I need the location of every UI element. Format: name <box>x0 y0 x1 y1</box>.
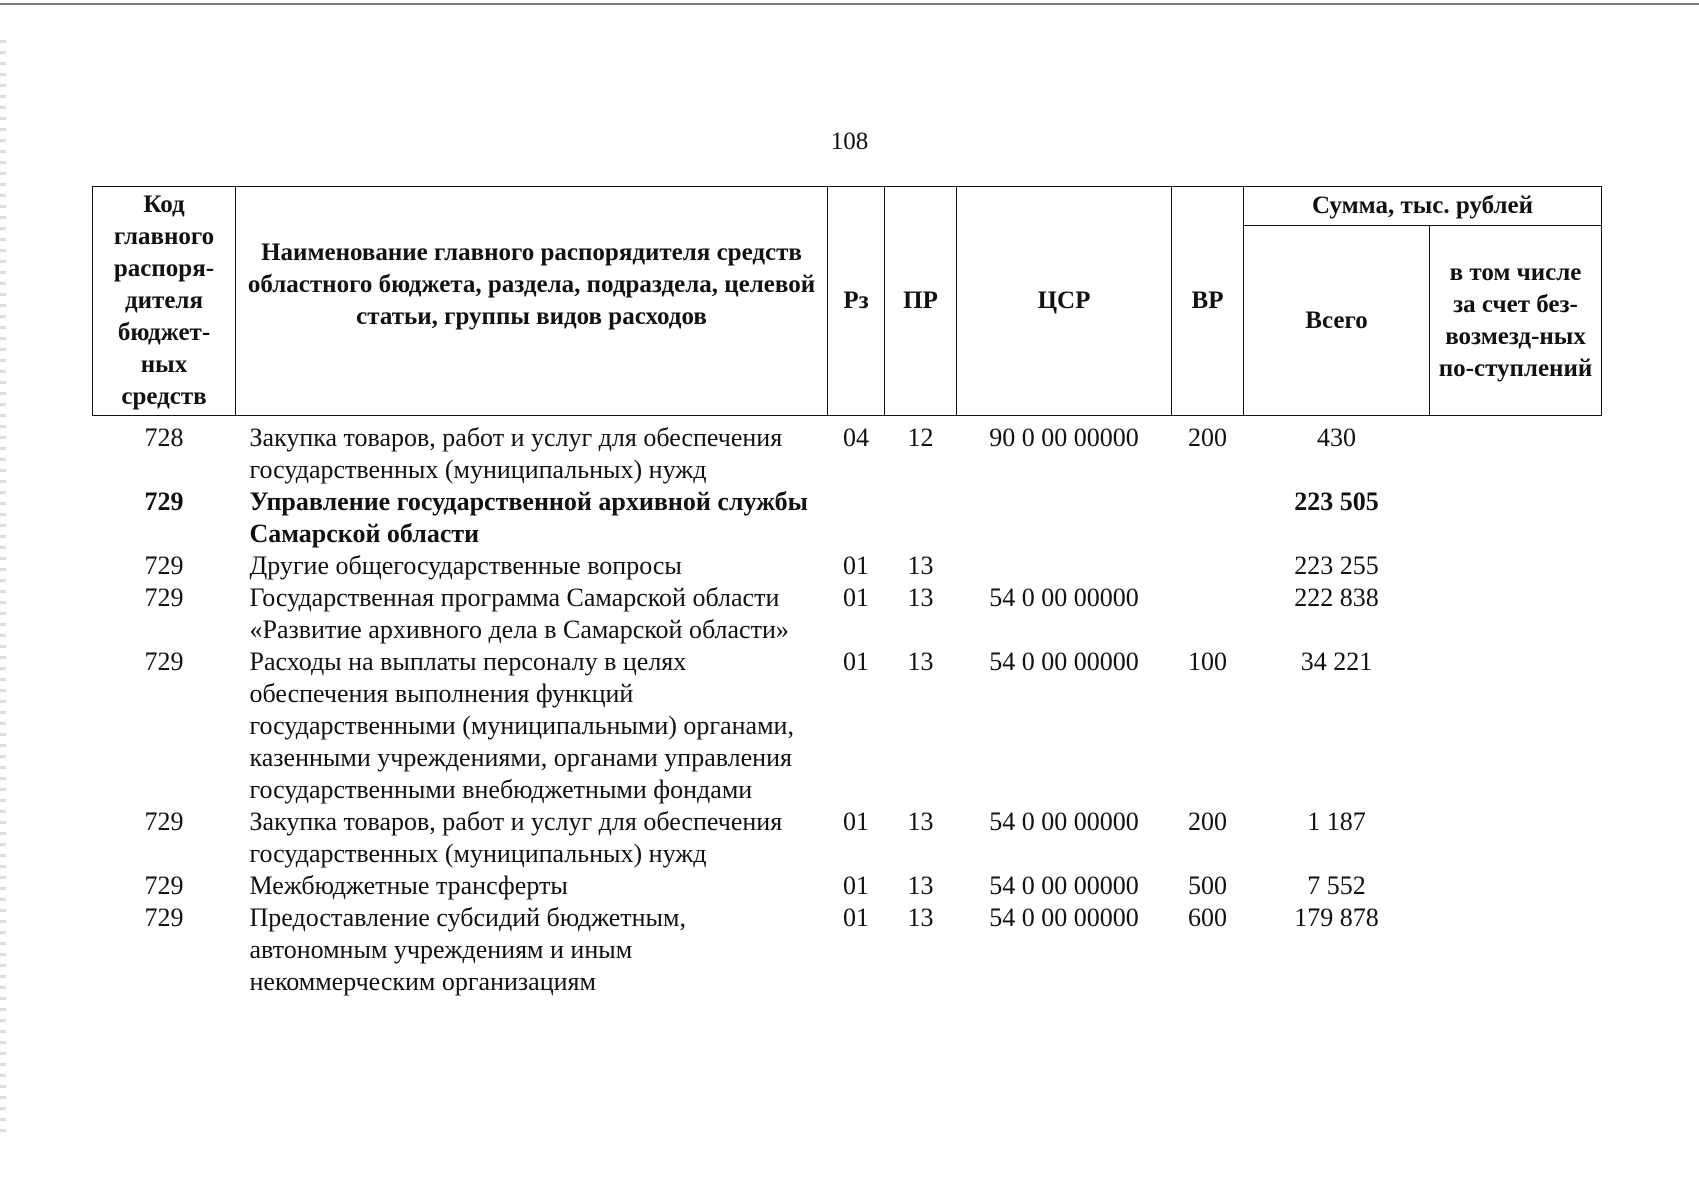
scan-top-rule <box>0 3 1699 5</box>
header-code: Код главного распоря-дителя бюджет-ных средств <box>93 187 236 416</box>
table-row <box>93 582 1602 646</box>
cell-total: 34 221 <box>1300 647 1373 676</box>
table-header <box>93 187 1602 416</box>
cell-free <box>1430 486 1602 550</box>
cell-vr: 500 <box>1188 871 1227 900</box>
cell-free <box>1430 416 1602 487</box>
cell-rz: 01 <box>843 871 869 900</box>
cell-name: Другие общегосударственные вопросы <box>249 551 682 580</box>
cell-total: 223 255 <box>1294 551 1379 580</box>
header-pr: ПР <box>885 187 957 416</box>
cell-rz: 04 <box>843 423 869 452</box>
table-row <box>93 646 1602 806</box>
table-row <box>93 416 1602 487</box>
cell-csr <box>957 550 1172 582</box>
cell-name: Управление государственной архивной службы Самарской области <box>249 487 808 548</box>
cell-code: 729 <box>144 647 184 676</box>
cell-rz: 01 <box>843 903 869 932</box>
cell-rz: 01 <box>843 551 869 580</box>
cell-vr: 200 <box>1188 807 1227 836</box>
table-row <box>93 806 1602 870</box>
cell-name: Государственная программа Самарской области «Развитие архивного дела в Самарской области» <box>249 583 789 644</box>
cell-code: 729 <box>144 551 184 580</box>
cell-code: 728 <box>144 423 184 452</box>
cell-rz: 01 <box>843 807 869 836</box>
header-vr: ВР <box>1172 187 1244 416</box>
cell-vr: 600 <box>1188 903 1227 932</box>
cell-free <box>1430 870 1602 902</box>
cell-code: 729 <box>144 583 184 612</box>
cell-csr: 54 0 00 00000 <box>989 583 1139 612</box>
cell-total: 1 187 <box>1307 807 1366 836</box>
header-csr: ЦСР <box>957 187 1172 416</box>
cell-total: 223 505 <box>1294 487 1379 516</box>
cell-total: 222 838 <box>1294 583 1379 612</box>
cell-csr <box>957 486 1172 550</box>
cell-free <box>1430 550 1602 582</box>
cell-name: Межбюджетные трансферты <box>249 871 568 900</box>
cell-csr: 90 0 00 00000 <box>989 423 1139 452</box>
page-number: 108 <box>830 128 869 155</box>
cell-name: Предоставление субсидий бюджетным, автономным учреждениям и иным некоммерческим организациям <box>249 903 686 996</box>
cell-code: 729 <box>144 807 184 836</box>
cell-free <box>1430 806 1602 870</box>
cell-total: 430 <box>1317 423 1356 452</box>
table-row <box>93 870 1602 902</box>
cell-vr <box>1172 582 1244 646</box>
cell-name: Закупка товаров, работ и услуг для обеспечения государственных (муниципальных) нужд <box>249 807 783 868</box>
header-rz: Рз <box>828 187 885 416</box>
cell-pr: 13 <box>907 551 934 580</box>
cell-rz: 01 <box>843 647 869 676</box>
cell-vr: 100 <box>1188 647 1227 676</box>
cell-free <box>1430 582 1602 646</box>
cell-code: 729 <box>144 487 184 516</box>
cell-pr: 13 <box>907 903 934 932</box>
cell-csr: 54 0 00 00000 <box>989 807 1139 836</box>
header-free: в том числе за счет без-возмезд-ных по-ступлений <box>1430 226 1602 416</box>
cell-pr: 13 <box>907 871 934 900</box>
cell-name: Закупка товаров, работ и услуг для обеспечения государственных (муниципальных) нужд <box>249 423 783 484</box>
cell-pr: 13 <box>907 583 934 612</box>
cell-vr <box>1172 550 1244 582</box>
cell-csr: 54 0 00 00000 <box>989 871 1139 900</box>
cell-free <box>1430 902 1602 998</box>
header-name: Наименование главного распорядителя средств областного бюджета, раздела, подраздела, целевой статьи, группы видов расходов <box>236 187 828 416</box>
cell-pr: 12 <box>907 423 934 452</box>
cell-code: 729 <box>144 903 184 932</box>
cell-csr: 54 0 00 00000 <box>989 903 1139 932</box>
cell-total: 179 878 <box>1294 903 1379 932</box>
table-row <box>93 486 1602 550</box>
cell-free <box>1430 646 1602 806</box>
cell-pr: 13 <box>907 647 934 676</box>
table-row <box>93 902 1602 998</box>
table-body <box>93 416 1602 999</box>
cell-code: 729 <box>144 871 184 900</box>
budget-table <box>92 186 1602 998</box>
header-total: Всего <box>1244 226 1430 416</box>
cell-rz <box>828 486 885 550</box>
cell-vr <box>1172 486 1244 550</box>
cell-name: Расходы на выплаты персоналу в целях обеспечения выполнения функций государственными (муниципальными) органами, казенными учреждениями, органами управления государственными внебюджетными фондами <box>249 647 794 804</box>
scan-left-edge <box>0 40 6 1140</box>
cell-pr: 13 <box>907 807 934 836</box>
cell-csr: 54 0 00 00000 <box>989 647 1139 676</box>
table-row <box>93 550 1602 582</box>
cell-total: 7 552 <box>1307 871 1366 900</box>
cell-rz: 01 <box>843 583 869 612</box>
cell-pr <box>885 486 957 550</box>
header-sum: Сумма, тыс. рублей <box>1244 187 1602 226</box>
cell-vr: 200 <box>1188 423 1227 452</box>
